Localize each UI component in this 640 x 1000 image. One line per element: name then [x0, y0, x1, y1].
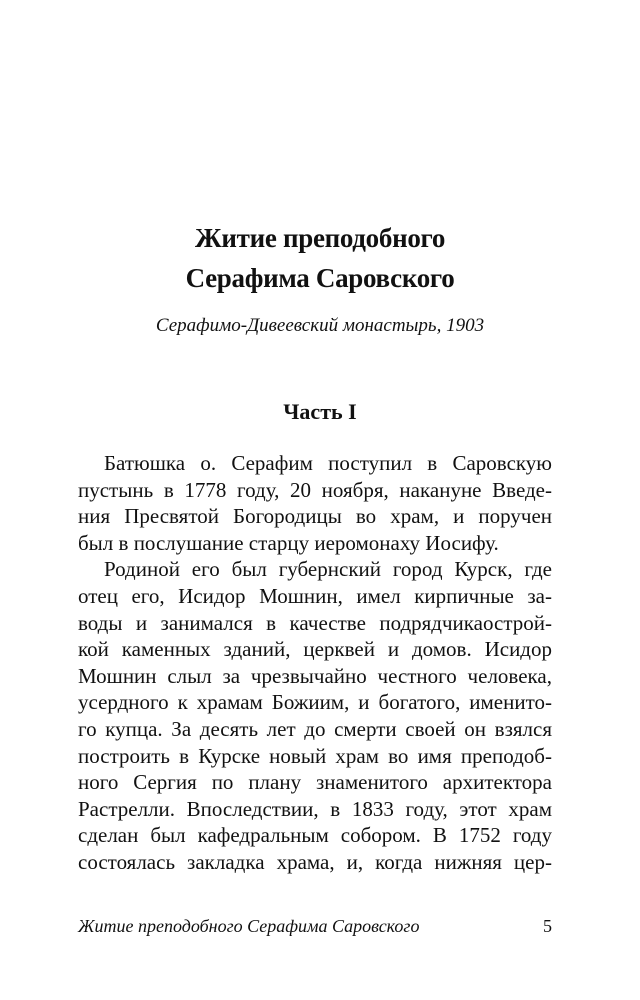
text-line: ния Пресвятой Богородицы во храм, и поручен	[78, 504, 552, 529]
text-line: усердного к храмам Божиим, и богатого, именито-	[78, 690, 552, 715]
title-line-1: Житие преподобного	[194, 223, 446, 253]
text-line: был в послушание старцу иеромонаху Иосифу.	[78, 530, 499, 555]
text-line: Мошнин слыл за чрезвычайно честного человека,	[78, 663, 552, 688]
page-number: 5	[543, 916, 552, 936]
text-line: сделан был кафедральным собором. В 1752 году	[78, 823, 552, 848]
part-heading: Часть I	[283, 399, 357, 424]
text-line: воды и занимался в качестве подрядчикаострой-	[78, 610, 552, 635]
text-line: кой каменных зданий, церквей и домов. Исидор	[78, 637, 552, 662]
text-line: состоялась закладка храма, и, когда нижняя цер-	[78, 849, 552, 874]
text-line: отец его, Исидор Мошнин, имел кирпичные за-	[78, 583, 552, 608]
body-text	[78, 450, 552, 876]
text-line: Родиной его был губернский город Курск, где	[104, 557, 552, 582]
text-line: Батюшка о. Серафим поступил в Саровскую	[104, 451, 552, 475]
text-line: Растрелли. Впоследствии, в 1833 году, этот храм	[78, 796, 552, 821]
text-line: ного Сергия по плану знаменитого архитектора	[78, 770, 552, 795]
subtitle: Серафимо-Дивеевский монастырь, 1903	[155, 315, 485, 336]
text-line: построить в Курске новый храм во имя преподоб-	[78, 743, 552, 768]
title-line-2: Серафима Саровского	[185, 263, 455, 293]
running-footer-title: Житие преподобного Серафима Саровского	[78, 916, 420, 936]
page-title	[0, 218, 640, 298]
text-line: го купца. За десять лет до смерти своей он взялся	[78, 716, 552, 741]
text-line: пустынь в 1778 году, 20 ноября, накануне Введе-	[78, 477, 552, 502]
